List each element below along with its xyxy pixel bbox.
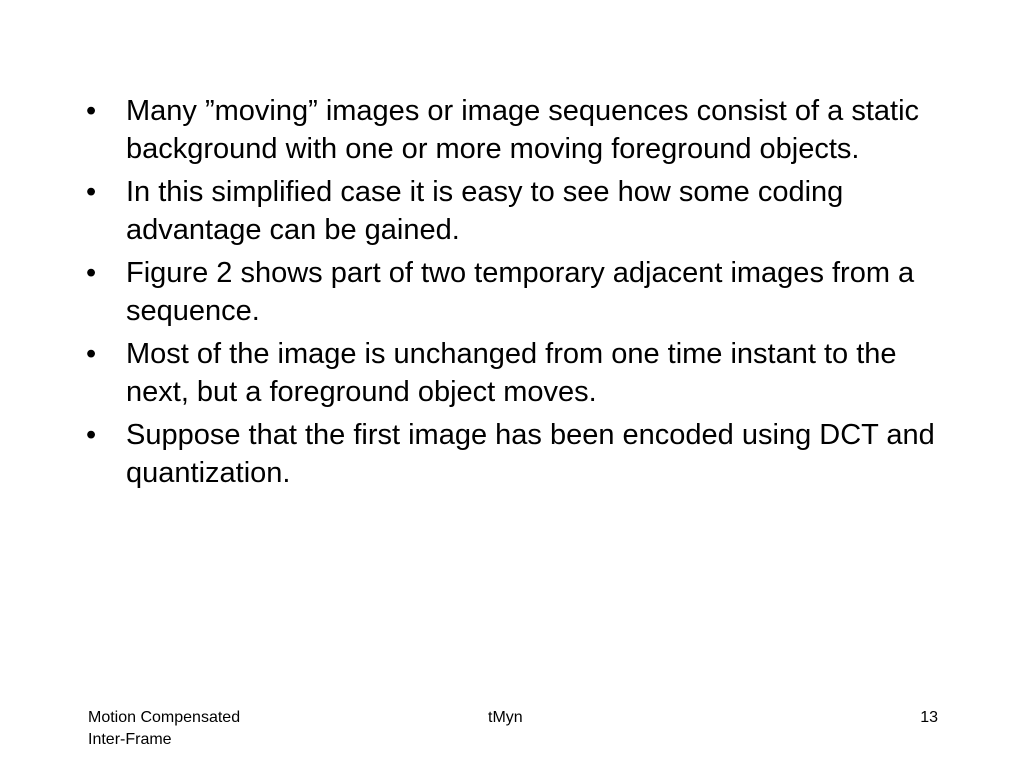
bullet-item bbox=[84, 173, 954, 249]
slide-number: 13 bbox=[920, 709, 938, 726]
bullet-text: Suppose that the first image has been encoded using DCT and quantization. bbox=[126, 419, 935, 489]
bullet-text: Most of the image is unchanged from one time instant to the next, but a foreground object moves. bbox=[126, 338, 897, 408]
bullet-icon: • bbox=[86, 338, 97, 370]
bullet-item bbox=[84, 254, 954, 330]
bullet-icon: • bbox=[86, 419, 97, 451]
bullet-item bbox=[84, 335, 954, 411]
bullet-text: Many ”moving” images or image sequences consist of a static background with one or more moving foreground objects. bbox=[126, 95, 920, 165]
bullet-icon: • bbox=[86, 176, 97, 208]
footer-title bbox=[88, 707, 308, 751]
slide-bullet-list bbox=[84, 92, 954, 497]
footer-title-line1: Motion Compensated bbox=[88, 709, 241, 726]
bullet-icon: • bbox=[86, 257, 97, 289]
bullet-text: Figure 2 shows part of two temporary adjacent images from a sequence. bbox=[126, 257, 915, 327]
bullet-text: In this simplified case it is easy to see how some coding advantage can be gained. bbox=[126, 176, 844, 246]
footer-author: tMyn bbox=[488, 709, 523, 726]
bullet-item bbox=[84, 416, 954, 492]
bullet-item bbox=[84, 92, 954, 168]
footer-title-line2: Inter-Frame bbox=[88, 731, 172, 748]
bullet-icon: • bbox=[86, 95, 97, 127]
